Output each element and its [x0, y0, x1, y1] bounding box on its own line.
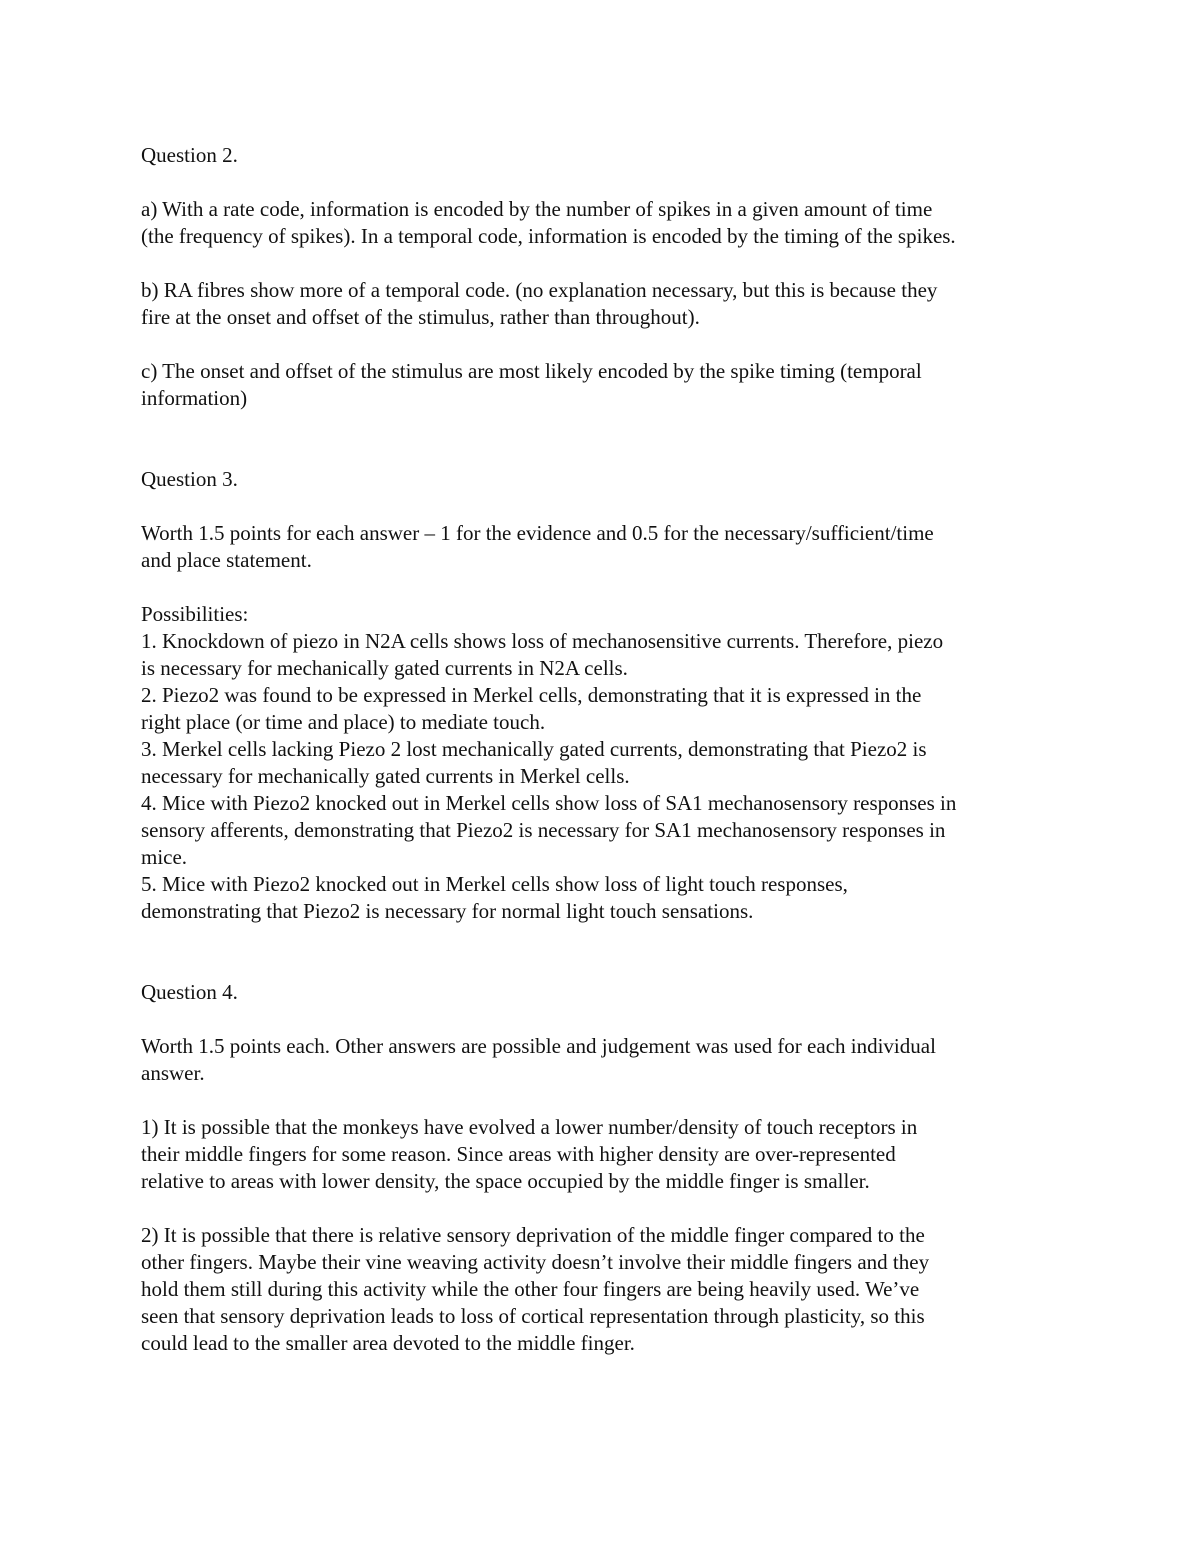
q3-item-line: 4. Mice with Piezo2 knocked out in Merkel cells show loss of SA1 mechanosensory responses in [141, 791, 957, 815]
q3-item-line: 5. Mice with Piezo2 knocked out in Merkel cells show loss of light touch responses, [141, 872, 848, 896]
q4-answer-2-line: 2) It is possible that there is relative sensory deprivation of the middle finger compared to the [141, 1223, 925, 1247]
question-3-section [141, 466, 1071, 925]
q4-answer-2-line: hold them still during this activity while the other four fingers are being heavily used. We’ve [141, 1277, 920, 1301]
q2-answer-c-line: c) The onset and offset of the stimulus are most likely encoded by the spike timing (temporal [141, 359, 922, 383]
q4-answer-1-line: their middle fingers for some reason. Since areas with higher density are over-represented [141, 1142, 896, 1166]
q3-item-line: is necessary for mechanically gated currents in N2A cells. [141, 656, 628, 680]
q3-item-line: right place (or time and place) to mediate touch. [141, 710, 546, 734]
q4-worth-line: Worth 1.5 points each. Other answers are possible and judgement was used for each individual [141, 1034, 936, 1058]
document-page [141, 142, 1071, 1357]
question-4-section [141, 979, 1071, 1357]
q2-answer-c-line: information) [141, 386, 248, 410]
q3-item-line: 2. Piezo2 was found to be expressed in Merkel cells, demonstrating that it is expressed in the [141, 683, 922, 707]
q3-possibilities-label: Possibilities: [141, 602, 249, 626]
question-2-section [141, 142, 1071, 412]
q3-item-line: necessary for mechanically gated currents in Merkel cells. [141, 764, 630, 788]
q4-answer-2-line: could lead to the smaller area devoted to the middle finger. [141, 1331, 635, 1355]
question-4-heading: Question 4. [141, 980, 238, 1004]
q4-answer-2-line: other fingers. Maybe their vine weaving activity doesn’t involve their middle fingers and they [141, 1250, 930, 1274]
q3-worth-line: and place statement. [141, 548, 312, 572]
q2-answer-b-line: fire at the onset and offset of the stimulus, rather than throughout). [141, 305, 700, 329]
q3-item-line: mice. [141, 845, 188, 869]
q3-item-line: sensory afferents, demonstrating that Piezo2 is necessary for SA1 mechanosensory responses in [141, 818, 946, 842]
q3-item-line: demonstrating that Piezo2 is necessary for normal light touch sensations. [141, 899, 754, 923]
q4-answer-1-line: 1) It is possible that the monkeys have evolved a lower number/density of touch receptors in [141, 1115, 918, 1139]
q2-answer-a-line: a) With a rate code, information is encoded by the number of spikes in a given amount of time [141, 197, 933, 221]
question-2-heading: Question 2. [141, 143, 238, 167]
q2-answer-b-line: b) RA fibres show more of a temporal code. (no explanation necessary, but this is because they [141, 278, 938, 302]
question-3-heading: Question 3. [141, 467, 238, 491]
q3-item-line: 3. Merkel cells lacking Piezo 2 lost mechanically gated currents, demonstrating that Piezo2 is [141, 737, 927, 761]
q3-item-line: 1. Knockdown of piezo in N2A cells shows loss of mechanosensitive currents. Therefore, piezo [141, 629, 944, 653]
q2-answer-a-line: (the frequency of spikes). In a temporal code, information is encoded by the timing of the spikes. [141, 224, 956, 248]
q4-worth-line: answer. [141, 1061, 205, 1085]
q4-answer-1-line: relative to areas with lower density, the space occupied by the middle finger is smaller. [141, 1169, 870, 1193]
q3-worth-line: Worth 1.5 points for each answer – 1 for the evidence and 0.5 for the necessary/sufficient/time [141, 521, 934, 545]
q4-answer-2-line: seen that sensory deprivation leads to loss of cortical representation through plasticity, so this [141, 1304, 925, 1328]
